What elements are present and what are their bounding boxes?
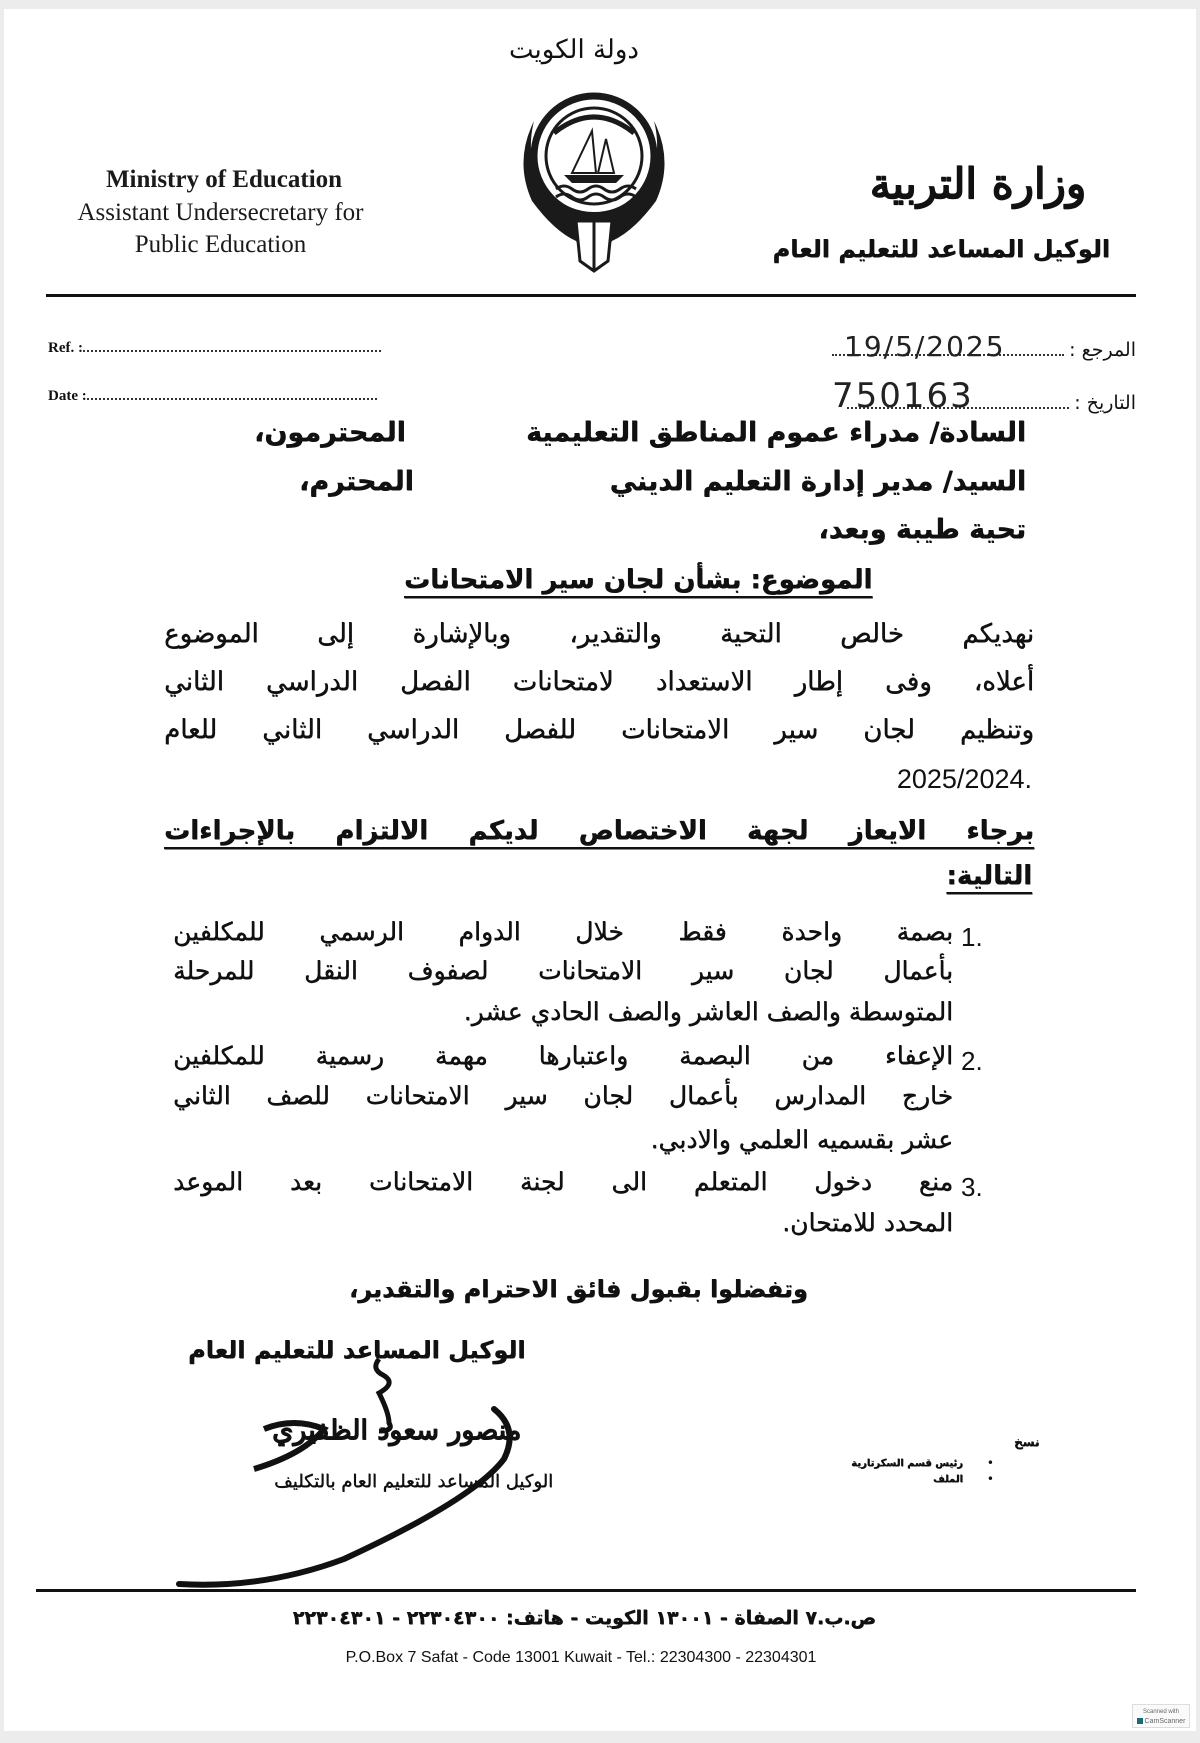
date-field-en <box>48 388 377 405</box>
department-en-line1: Assistant Undersecretary for <box>77 199 364 226</box>
signatory-title: الوكيل المساعد للتعليم العام <box>188 1336 526 1364</box>
department-ar: الوكيل المساعد للتعليم العام <box>772 235 1110 263</box>
bullet: • <box>986 1472 994 1486</box>
camscanner-badge <box>1132 1704 1190 1728</box>
handwritten-signature <box>164 1349 564 1589</box>
recipient-1: السادة/ مدراء عموم المناطق التعليمية <box>525 417 1026 448</box>
date-label-en: Date : <box>48 388 87 404</box>
instruction-heading-cont: التالية: <box>946 861 1032 891</box>
item-line: المتوسطة والصف العاشر والصف الحادي عشر. <box>463 997 953 1026</box>
ref-label-ar: المرجع : <box>1069 339 1136 361</box>
copy-item-text: الملف <box>933 1473 963 1485</box>
badge-brand: CamScanner <box>1144 1718 1186 1725</box>
copy-item <box>844 1471 994 1487</box>
greeting: تحية طيبة وبعد، <box>818 514 1026 545</box>
copy-item-text: رئيس قسم السكرتارية <box>851 1457 963 1469</box>
badge-line1: Scanned with <box>1142 1709 1180 1715</box>
ministry-name-en: Ministry of Education <box>105 166 343 193</box>
copies-label: نسخ <box>1014 1435 1040 1449</box>
paragraph-line: وتنظيم لجان سير الامتحانات للفصل الدراسي الثاني للعام <box>164 715 1034 745</box>
item-line: بصمة واحدة فقط خلال الدوام الرسمي للمكلفين <box>173 917 953 946</box>
kuwait-emblem <box>514 81 674 276</box>
item-number: 1. <box>961 922 983 952</box>
footer-divider <box>36 1589 1136 1592</box>
badge-line2 <box>1133 1718 1189 1726</box>
item-number: 2. <box>961 1046 983 1076</box>
department-en-line2: Public Education <box>134 231 307 258</box>
copies-list <box>844 1455 994 1487</box>
recipient-2-honorific: المحترم، <box>299 466 414 497</box>
signatory-name: منصور سعود الظفيري <box>272 1415 522 1446</box>
item-line: المحدد للامتحان. <box>782 1208 953 1237</box>
footer-address-en: P.O.Box 7 Safat - Code 13001 Kuwait - Tel.: 22304300 - 22304301 <box>345 1649 817 1666</box>
paragraph-line: أعلاه، وفى إطار الاستعداد لامتحانات الفصل الدراسي الثاني <box>164 667 1034 697</box>
recipient-2: السيد/ مدير إدارة التعليم الديني <box>609 466 1026 497</box>
letter-page <box>4 9 1196 1731</box>
ref-field-en <box>48 340 381 357</box>
item-line: خارج المدارس بأعمال لجان سير الامتحانات للصف الثاني <box>173 1081 953 1110</box>
paragraph-line: نهديكم خالص التحية والتقدير، وبالإشارة إلى الموضوع <box>164 619 1034 649</box>
header-divider <box>46 294 1136 297</box>
state-name: دولة الكويت <box>509 35 639 65</box>
recipient-1-honorific: المحترمون، <box>254 417 406 448</box>
copy-item <box>844 1455 994 1471</box>
paragraph-year: 2025/2024. <box>896 764 1032 794</box>
footer-address-ar: ص.ب.٧ الصفاة - ١٣٠٠١ الكويت - هاتف: ٢٢٣٠٤٣٠٠ - ٢٢٣٠٤٣٠١ <box>292 1607 876 1629</box>
item-line: بأعمال لجان سير الامتحانات لصفوف النقل للمرحلة <box>173 956 953 985</box>
date-label-ar: التاريخ : <box>1074 392 1136 414</box>
ref-label-en: Ref. : <box>48 340 83 356</box>
item-number: 3. <box>961 1172 983 1202</box>
ministry-name-ar: وزارة التربية <box>869 159 1086 208</box>
camscanner-icon <box>1137 1718 1143 1724</box>
instruction-heading: برجاء الايعاز لجهة الاختصاص لديكم الالتزام بالإجراءات <box>164 816 1034 846</box>
signatory-stamp-subtitle: الوكيل المساعد للتعليم العام بالتكليف <box>274 1471 554 1492</box>
date-handwritten-value: 750163 <box>832 376 974 416</box>
ref-handwritten-value: 19/5/2025 <box>844 330 1006 363</box>
closing-line: وتفضلوا بقبول فائق الاحترام والتقدير، <box>349 1275 808 1303</box>
item-line: الإعفاء من البصمة واعتبارها مهمة رسمية للمكلفين <box>173 1041 953 1070</box>
item-line: عشر بقسميه العلمي والادبي. <box>650 1125 953 1154</box>
subject-line: الموضوع: بشأن لجان سير الامتحانات <box>404 565 873 595</box>
item-line: منع دخول المتعلم الى لجنة الامتحانات بعد الموعد <box>173 1167 953 1196</box>
bullet: • <box>986 1456 994 1470</box>
